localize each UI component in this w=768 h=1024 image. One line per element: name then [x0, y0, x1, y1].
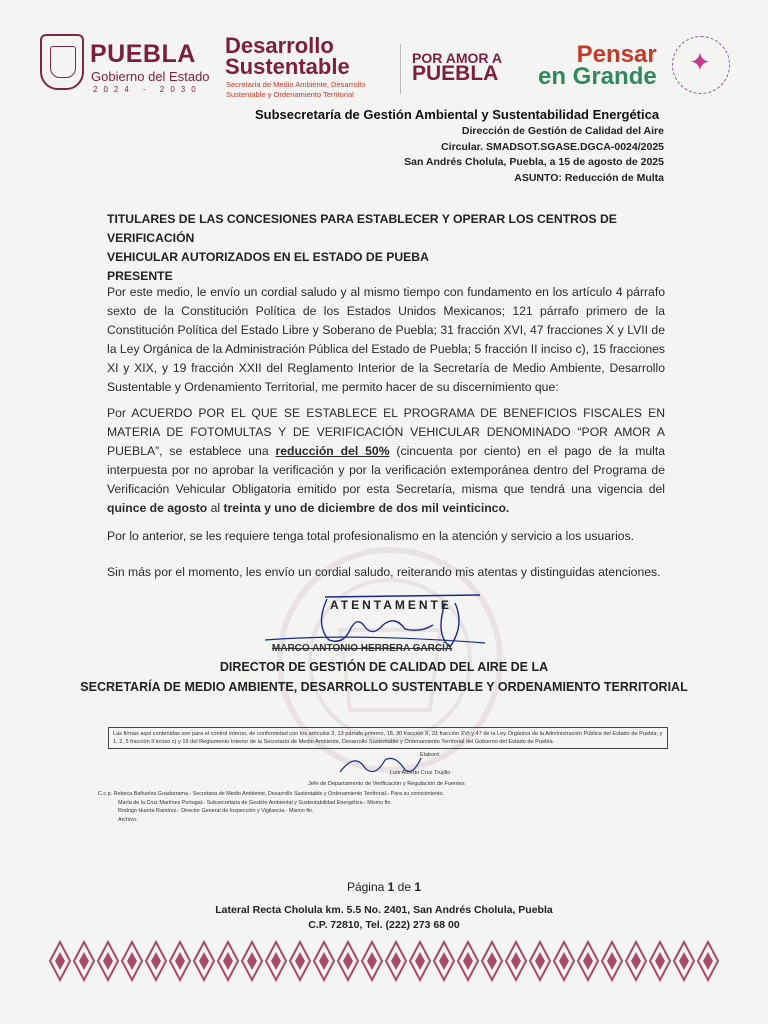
- pattern-diamond-inner: [679, 952, 689, 970]
- pam-line2: PUEBLA: [412, 62, 499, 85]
- pattern-diamond-inner: [151, 952, 161, 970]
- addressee-block: [107, 210, 665, 286]
- pensar-line2: en Grande: [538, 63, 657, 90]
- p2-text-c: (cincuenta por ciento) en el pago de la multa interpuesta por no aprobar la verificación y por la verificación extemporánea dentro del Programa de Verificación Vehicular Obligatoria emitido por esta Secretaría, misma que tendrá una vigencia del: [107, 444, 665, 496]
- puebla-logo-years: 2024 - 2030: [93, 85, 202, 94]
- pattern-diamond-inner: [175, 952, 185, 970]
- pattern-diamond-inner: [391, 952, 401, 970]
- direccion-line: Dirección de Gestión de Calidad del Aire: [461, 125, 664, 137]
- paragraph-legal-basis: Por este medio, le envío un cordial saludo y al mismo tiempo con fundamento en los artículo 4 párrafo sexto de la Constitución Política de los Estados Unidos Mexicanos; 121 párrafo primero de la Constitución Política del Estado Libre y Soberano de Puebla; 31 fracción XVI, 47 fracciones X y LVII de la Ley Orgánica de la Administración Pública del Estado de Puebla; 5 fracción II inciso c), 15 fracciones XI y XIX, y 19 fracción XXII del Reglamento Interior de la Secretaría de Medio Ambiente, Desarrollo Sustentable y Ordenamiento Territorial, me permito hacer de su discernimiento que:: [107, 285, 665, 394]
- pattern-diamond-inner: [271, 952, 281, 970]
- pattern-diamond-inner: [199, 952, 209, 970]
- page-prefix: Página: [346, 880, 388, 894]
- addressee-line1: TITULARES DE LAS CONCESIONES PARA ESTABLECER Y OPERAR LOS CENTROS DE VERIFICACIÓN: [107, 212, 617, 245]
- signer-title-line2: SECRETARÍA DE MEDIO AMBIENTE, DESARROLLO SUSTENTABLE Y ORDENAMIENTO TERRITORIAL: [80, 680, 688, 694]
- addressee-line2: VEHICULAR AUTORIZADOS EN EL ESTADO DE PUEBA: [107, 250, 429, 264]
- pattern-diamond-inner: [367, 952, 377, 970]
- elaboro-name: Luis Alberto Cruz Trujillo: [390, 770, 451, 776]
- paragraph-requirement: Por lo anterior, se les requiere tenga total profesionalismo en la atención y servicio a los usuarios.: [107, 529, 635, 543]
- pattern-diamond-inner: [583, 952, 593, 970]
- puebla-logo-subtitle: Gobierno del Estado: [91, 69, 210, 84]
- pensar-line1: Pensar: [576, 41, 657, 68]
- logo-divider: [400, 44, 401, 94]
- closing-atentamente: ATENTAMENTE: [330, 598, 452, 612]
- signer-title-line1: DIRECTOR DE GESTIÓN DE CALIDAD DEL AIRE DE LA: [219, 660, 549, 674]
- footer-address-line1: Lateral Recta Cholula km. 5.5 No. 2401, San Andrés Cholula, Puebla: [215, 904, 553, 916]
- state-shield-icon: [40, 34, 84, 90]
- p2-text-e: al: [207, 501, 224, 515]
- addressee-line3: PRESENTE: [107, 269, 173, 283]
- ccp-list: [98, 790, 444, 824]
- circular-number: Circular. SMADSOT.SGASE.DGCA-0024/2025: [441, 140, 664, 153]
- page-number: [0, 880, 768, 894]
- pattern-diamond-inner: [55, 952, 65, 970]
- equality-circle-logo-icon: [672, 36, 730, 94]
- pattern-diamond-inner: [343, 952, 353, 970]
- ds-title-line1: Desarrollo: [225, 33, 334, 58]
- footer-decorative-pattern: [48, 938, 720, 984]
- puebla-logo-word: PUEBLA: [90, 40, 196, 68]
- pattern-diamond-inner: [79, 952, 89, 970]
- pam-line1: POR AMOR A: [412, 50, 502, 66]
- elaboro-role: Jefe de Departamento de Verificación y Regulación de Fuentes: [308, 781, 465, 787]
- pattern-diamond-inner: [631, 952, 641, 970]
- page-of: de: [394, 880, 415, 894]
- subject-line: ASUNTO: Reducción de Multa: [514, 171, 664, 184]
- pattern-diamond-inner: [223, 952, 233, 970]
- paragraph-closing: Sin más por el momento, les envío un cordial saludo, reiterando mis atentas y distinguidas atenciones.: [107, 565, 661, 579]
- p2-discount-highlight: reducción del 50%: [275, 444, 390, 458]
- place-date: San Andrés Cholula, Puebla, a 15 de agosto de 2025: [404, 156, 664, 168]
- por-amor-a-puebla-logo: [412, 50, 502, 85]
- pattern-diamond-inner: [295, 952, 305, 970]
- pattern-diamond-inner: [535, 952, 545, 970]
- signer-name: MARCO ANTONIO HERRERA GARCÍA: [271, 643, 453, 654]
- p2-text-a: Por ACUERDO POR EL QUE SE ESTABLECE EL PROGRAMA DE BENEFICIOS FISCALES EN MATERIA DE FOTOMULTAS Y DE VERIFICACIÓN VEHICULAR DENOMINADO “POR AMOR A PUEBLA”, se establece una: [107, 406, 665, 458]
- ccp-item: Rodrigo Huerta Ramírez.- Director General de Inspección y Vigilancia.- Mismo fin.: [118, 808, 314, 814]
- footer-address-line2: C.P. 72810, Tel. (222) 273 68 00: [308, 919, 460, 931]
- pattern-diamond-inner: [247, 952, 257, 970]
- ds-logo-subtitle: Secretaría de Medio Ambiente, Desarrollo Sustentable y Ordenamiento Territorial: [226, 80, 366, 99]
- subsecretaria-heading: Subsecretaría de Gestión Ambiental y Sustentabilidad Energética: [255, 107, 660, 122]
- pattern-diamond-inner: [655, 952, 665, 970]
- pattern-diamond-inner: [703, 952, 713, 970]
- p2-start-date: quince de agosto: [107, 501, 208, 515]
- pattern-diamond-inner: [127, 952, 137, 970]
- reference-block: [404, 124, 664, 186]
- pattern-diamond-inner: [103, 952, 113, 970]
- p2-end-date: treinta y uno de diciembre de dos mil veinticinco.: [223, 501, 510, 515]
- pattern-diamond-inner: [415, 952, 425, 970]
- ccp-item: Archivo.: [118, 816, 138, 823]
- pattern-diamond-inner: [487, 952, 497, 970]
- pattern-diamond-inner: [319, 952, 329, 970]
- pattern-diamond-inner: [511, 952, 521, 970]
- pattern-diamond-inner: [439, 952, 449, 970]
- pattern-diamond-inner: [607, 952, 617, 970]
- page-current: 1: [387, 880, 395, 894]
- internal-control-note: Las firmas aquí contenidas son para el control interno, de conformidad con los artículos 3, 13 párrafo primero, 18, 30 fracción X, 31 fracción XVI y 47 de la Ley Orgánica de la Administración Pública del Estado de Puebla; y 1, 2, 5 fracción II inciso c) y 19 del Reglamento Interior de la Secretaría de Medio Ambiente, Desarrollo Sustentable y Ordenamiento Territorial del Gobierno del Estado de Puebla.: [108, 727, 668, 749]
- ccp-item: C.c.p. Rebeca Bañuelos Guadarrama.- Secretaria de Medio Ambiente, Desarrollo Sustentable y Ordenamiento Territorial.- Para su conocimiento.: [98, 791, 444, 797]
- paragraph-agreement: [107, 404, 665, 518]
- desarrollo-sustentable-logo: [225, 35, 350, 77]
- pattern-diamond-inner: [559, 952, 569, 970]
- ds-title-line2: Sustentable: [225, 54, 350, 79]
- elaboro-label: Elaboró: [420, 752, 440, 758]
- page-total: 1: [414, 880, 422, 894]
- pensar-en-grande-logo: [538, 41, 657, 90]
- pattern-diamond-inner: [463, 952, 473, 970]
- ccp-item: María de la Cruz Martínez Portugal.- Subsecretaria de Gestión Ambiental y Sustentabilidad Energética.- Mismo fin.: [118, 799, 392, 806]
